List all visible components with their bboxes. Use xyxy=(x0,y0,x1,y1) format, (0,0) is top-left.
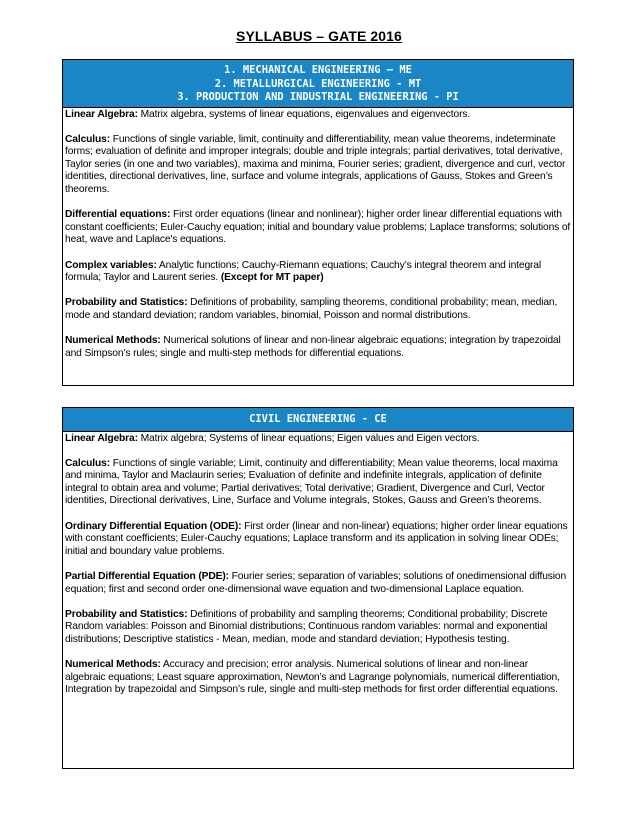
topic-text: Matrix algebra, systems of linear equations, eigenvalues and eigenvectors. xyxy=(137,108,471,120)
topic-text: Matrix algebra; Systems of linear equations; Eigen values and Eigen vectors. xyxy=(137,432,480,444)
topic-complex-variables xyxy=(65,260,571,285)
topic-heading: Differential equations: xyxy=(65,209,171,221)
topic-heading: Complex variables: xyxy=(65,259,157,271)
section-body xyxy=(63,432,573,697)
topic-heading: Ordinary Differential Equation (ODE): xyxy=(65,520,242,532)
topic-heading: Partial Differential Equation (PDE): xyxy=(65,571,229,583)
topic-calculus xyxy=(65,134,571,197)
topic-text: First order (linear and non-linear) equations; higher order linear equations with constant coefficients; Euler-Cauchy equations; Laplace transform and its application in solving linear ODEs; initial and boundary value problems. xyxy=(65,520,568,557)
topic-text: Numerical solutions of linear and non-linear algebraic equations; integration by trapezoidal and Simpson’s rules; single and multi-step methods for differential equations. xyxy=(65,335,561,359)
topic-differential-equations xyxy=(65,209,571,247)
topic-probability-statistics xyxy=(65,297,571,322)
topic-numerical-methods xyxy=(65,659,571,697)
topic-text: Definitions of probability, sampling theorems, conditional probability; mean, median, mode and standard deviation; random variables, binomial, Poisson and normal distributions. xyxy=(65,297,558,321)
topic-text: Accuracy and precision; error analysis. Numerical solutions of linear and non-linear algebraic equations; Least square approximation, Newton’s and Lagrange polynomials, numerical differentiation, Integration by trapezoidal and Simpson’s rule, single and multi-step methods for first order differential equations. xyxy=(65,659,560,696)
header-line-ce: CIVIL ENGINEERING - CE xyxy=(249,413,387,425)
section-body xyxy=(63,108,573,361)
header-line-pi: 3. PRODUCTION AND INDUSTRIAL ENGINEERING - PI xyxy=(177,91,459,103)
topic-heading: Numerical Methods: xyxy=(65,335,161,347)
topic-heading: Linear Algebra: xyxy=(65,108,138,120)
topic-ode xyxy=(65,521,571,559)
topic-probability-statistics xyxy=(65,609,571,647)
topic-text: Functions of single variable; Limit, continuity and differentiability; Mean value theorems, local maxima and minima, Taylor and Maclaurin series; Evaluation of definite and indefinite integrals, application of definite integral to obtain area and volume; Partial derivatives; Total derivative; Gradient, Divergence and Curl, Vector identities, Directional derivatives, Line, Surface and Volume integrals, Stokes, Gauss and Green’s theorems. xyxy=(65,457,558,507)
topic-heading: Probability and Statistics: xyxy=(65,608,188,620)
topic-text: First order equations (linear and nonlinear); higher order linear differential equations with constant coefficients; Euler-Cauchy equation; initial and boundary value problems; Laplace transforms; solutions of heat, wave and Laplace's equations. xyxy=(65,209,571,246)
topic-heading: Calculus: xyxy=(65,133,110,145)
topic-pde xyxy=(65,571,571,596)
topic-text: Analytic functions; Cauchy-Riemann equations; Cauchy’s integral theorem and integral formula; Taylor and Laurent series. xyxy=(65,259,542,284)
topic-heading: Probability and Statistics: xyxy=(65,297,188,309)
section-header xyxy=(63,408,573,432)
topic-calculus xyxy=(65,458,571,508)
page-title: SYLLABUS – GATE 2016 xyxy=(236,28,402,44)
topic-linear-algebra xyxy=(65,109,571,122)
topic-text: Functions of single variable, limit, continuity and differentiability, mean value theorems, indeterminate forms; evaluation of definite and improper integrals; double and triple integrals; partial derivatives, total derivative, Taylor series (in one and two variables), maxima and minima, Fourier series; gradient, divergence and curl, vector identities, directional derivatives, line, surface and volume integrals, applications of Gauss, Stokes and Green’s theorems. xyxy=(65,133,566,196)
exception-note: (Except for MT paper) xyxy=(220,272,324,284)
syllabus-section-me-mt-pi xyxy=(62,59,574,386)
section-header xyxy=(63,60,573,108)
topic-text: Definitions of probability and sampling theorems; Conditional probability; Discrete Random variables: Poisson and Binomial distributions; Continuous random variables: normal and exponential distributions; Descriptive statistics - Mean, median, mode and standard deviation; Hypothesis testing. xyxy=(65,608,548,645)
topic-linear-algebra xyxy=(65,433,571,446)
topic-heading: Calculus: xyxy=(65,457,110,469)
topic-text: Fourier series; separation of variables; solutions of onedimensional diffusion equation; first and second order one-dimensional wave equation and two-dimensional Laplace equation. xyxy=(65,571,567,595)
topic-heading: Linear Algebra: xyxy=(65,432,138,444)
header-line-me: 1. MECHANICAL ENGINEERING – ME xyxy=(224,64,412,76)
topic-numerical-methods xyxy=(65,335,571,360)
header-line-mt: 2. METALLURGICAL ENGINEERING - MT xyxy=(214,77,422,90)
topic-heading: Numerical Methods: xyxy=(65,659,161,671)
syllabus-section-ce xyxy=(62,407,574,769)
